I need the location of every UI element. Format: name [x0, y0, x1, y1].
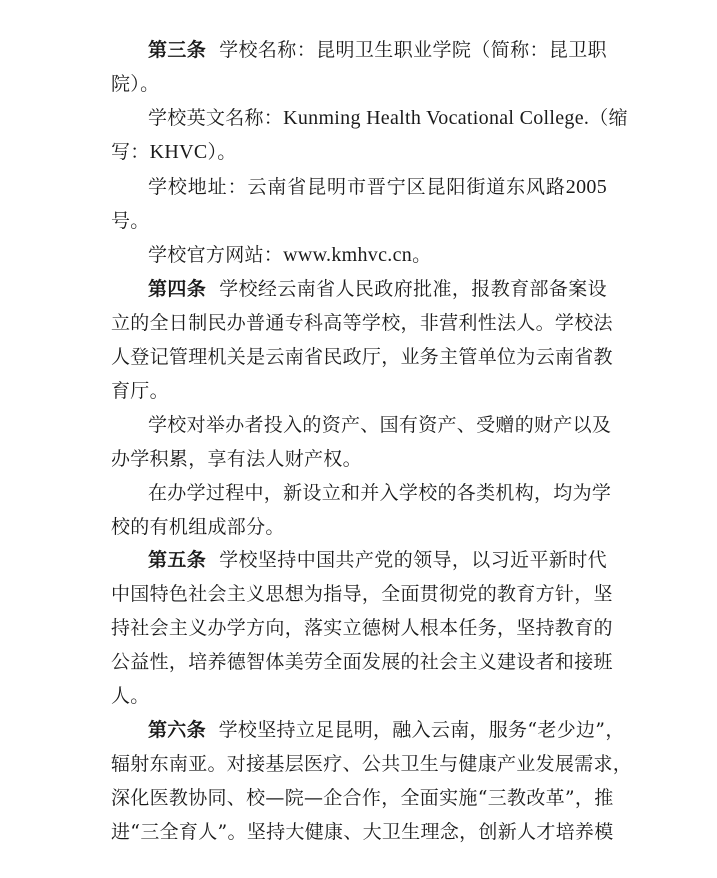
english-name-line: 学校英文名称：Kunming Health Vocational College.（缩 [148, 107, 628, 129]
article-4-line-2: 立的全日制民办普通专科高等学校，非营利性法人。学校法 [111, 312, 613, 334]
article-5-line-4: 公益性，培养德智体美劳全面发展的社会主义建设者和接班 [111, 651, 613, 673]
article-5-heading: 第五条 [148, 549, 207, 571]
article-4-para-2-line-1: 学校对举办者投入的资产、国有资产、受赠的财产以及 [148, 414, 612, 436]
article-4-para-3-line-1: 在办学过程中，新设立和并入学校的各类机构，均为学 [148, 482, 612, 504]
website-line: 学校官方网站：www.kmhvc.cn。 [148, 244, 432, 266]
article-4-line-4: 育厅。 [111, 380, 169, 402]
website-url: www.kmhvc.cn [283, 244, 413, 266]
article-6-line-2: 辐射东南亚。对接基层医疗、公共卫生与健康产业发展需求， [111, 753, 633, 775]
article-4-line-3: 人登记管理机关是云南省民政厅，业务主管单位为云南省教 [111, 346, 613, 368]
article-5-line-5: 人。 [111, 685, 150, 707]
article-4-para-2-line-2: 办学积累，享有法人财产权。 [111, 448, 362, 470]
article-6-heading: 第六条 [148, 719, 206, 741]
english-name: Kunming Health Vocational College. [283, 107, 590, 129]
abbreviation: KHVC [149, 141, 208, 163]
abbreviation-line: 写：KHVC）。 [111, 141, 237, 163]
article-3-line-1: 第三条 学校名称：昆明卫生职业学院（简称：昆卫职 [148, 39, 607, 61]
article-3-line-2: 院）。 [111, 73, 160, 95]
article-6-line-4: 进“三全育人”。坚持大健康、大卫生理念，创新人才培养模 [111, 821, 614, 843]
article-6-line-3: 深化医教协同、校—院—企合作，全面实施“三教改革”，推 [111, 787, 614, 809]
article-4-para-3-line-2: 校的有机组成部分。 [111, 516, 285, 538]
article-5-line-1: 第五条 学校坚持中国共产党的领导，以习近平新时代 [148, 549, 607, 571]
article-4-line-1: 第四条 学校经云南省人民政府批准，报教育部备案设 [148, 278, 607, 300]
article-3-heading: 第三条 [148, 39, 207, 61]
address-number: 2005 [565, 176, 607, 198]
article-5-line-2: 中国特色社会主义思想为指导，全面贯彻党的教育方针，坚 [111, 583, 613, 605]
article-4-heading: 第四条 [148, 278, 207, 300]
address-line: 学校地址：云南省昆明市晋宁区昆阳街道东风路2005 [148, 176, 607, 198]
article-6-line-1: 第六条 学校坚持立足昆明，融入云南，服务“老少边”， [148, 719, 625, 741]
address-line-2: 号。 [111, 210, 150, 232]
article-5-line-3: 持社会主义办学方向，落实立德树人根本任务，坚持教育的 [111, 617, 613, 639]
